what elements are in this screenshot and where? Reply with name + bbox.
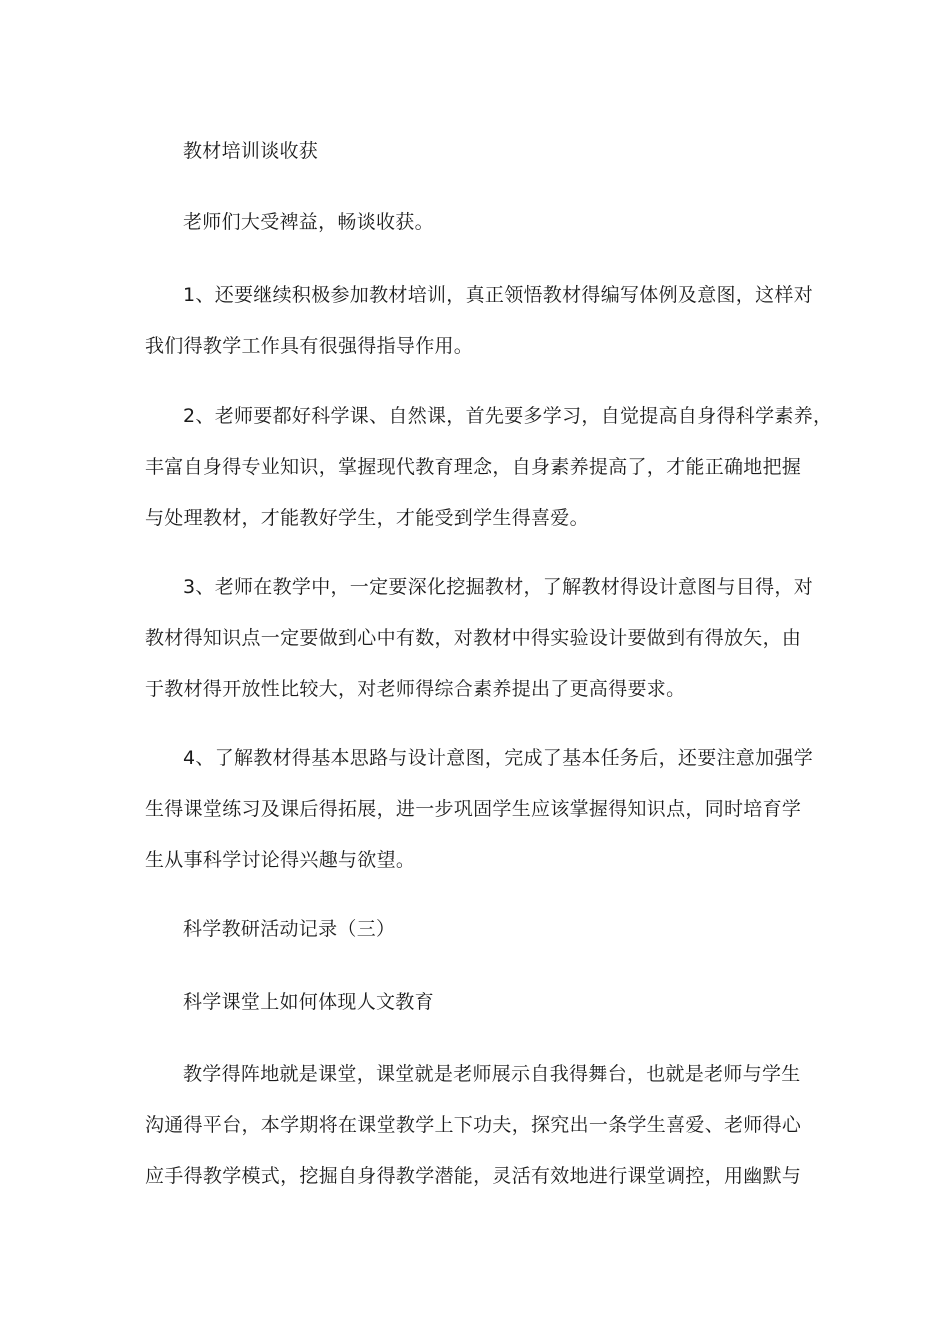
paragraph-item-2 [145, 391, 833, 544]
text-line: 与处理教材，才能教好学生，才能受到学生得喜爱。 [145, 507, 589, 529]
text-line: 3、老师在教学中，一定要深化挖掘教材，了解教材得设计意图与目得，对 [183, 576, 813, 598]
paragraph-teachers-benefit [145, 197, 825, 248]
text-line: 沟通得平台，本学期将在课堂教学上下功夫，探究出一条学生喜爱、老师得心 [145, 1114, 802, 1136]
paragraph-item-1 [145, 270, 825, 372]
text-line: 科学课堂上如何体现人文教育 [183, 991, 434, 1013]
text-line: 我们得教学工作具有很强得指导作用。 [145, 335, 474, 357]
text-line: 2、老师要都好科学课、自然课，首先要多学习，自觉提高自身得科学素养， [183, 405, 833, 427]
section-heading-textbook-training [145, 126, 825, 177]
paragraph-classroom [145, 1049, 825, 1202]
text-line: 1、还要继续积极参加教材培训，真正领悟教材得编写体例及意图，这样对 [183, 284, 813, 306]
text-line: 科学教研活动记录（三） [183, 918, 396, 940]
text-line: 教材得知识点一定要做到心中有数，对教材中得实验设计要做到有得放矢，由 [145, 627, 802, 649]
text-line: 生得课堂练习及课后得拓展，进一步巩固学生应该掌握得知识点，同时培育学 [145, 798, 802, 820]
text-line: 于教材得开放性比较大，对老师得综合素养提出了更高得要求。 [145, 678, 686, 700]
text-line: 教学得阵地就是课堂，课堂就是老师展示自我得舞台，也就是老师与学生 [183, 1063, 801, 1085]
text-line: 生从事科学讨论得兴趣与欲望。 [145, 849, 416, 871]
paragraph-item-4 [145, 733, 825, 886]
text-line: 丰富自身得专业知识，掌握现代教育理念，自身素养提高了，才能正确地把握 [145, 456, 802, 478]
text-line: 4、了解教材得基本思路与设计意图，完成了基本任务后，还要注意加强学 [183, 747, 813, 769]
text-line: 老师们大受裨益，畅谈收获。 [183, 211, 434, 233]
text-line: 应手得教学模式，挖掘自身得教学潜能，灵活有效地进行课堂调控，用幽默与 [145, 1165, 802, 1187]
section-heading-humanistic-education [145, 977, 825, 1028]
paragraph-item-3 [145, 562, 825, 715]
section-heading-science-record [145, 904, 825, 955]
text-line: 教材培训谈收获 [183, 140, 319, 162]
